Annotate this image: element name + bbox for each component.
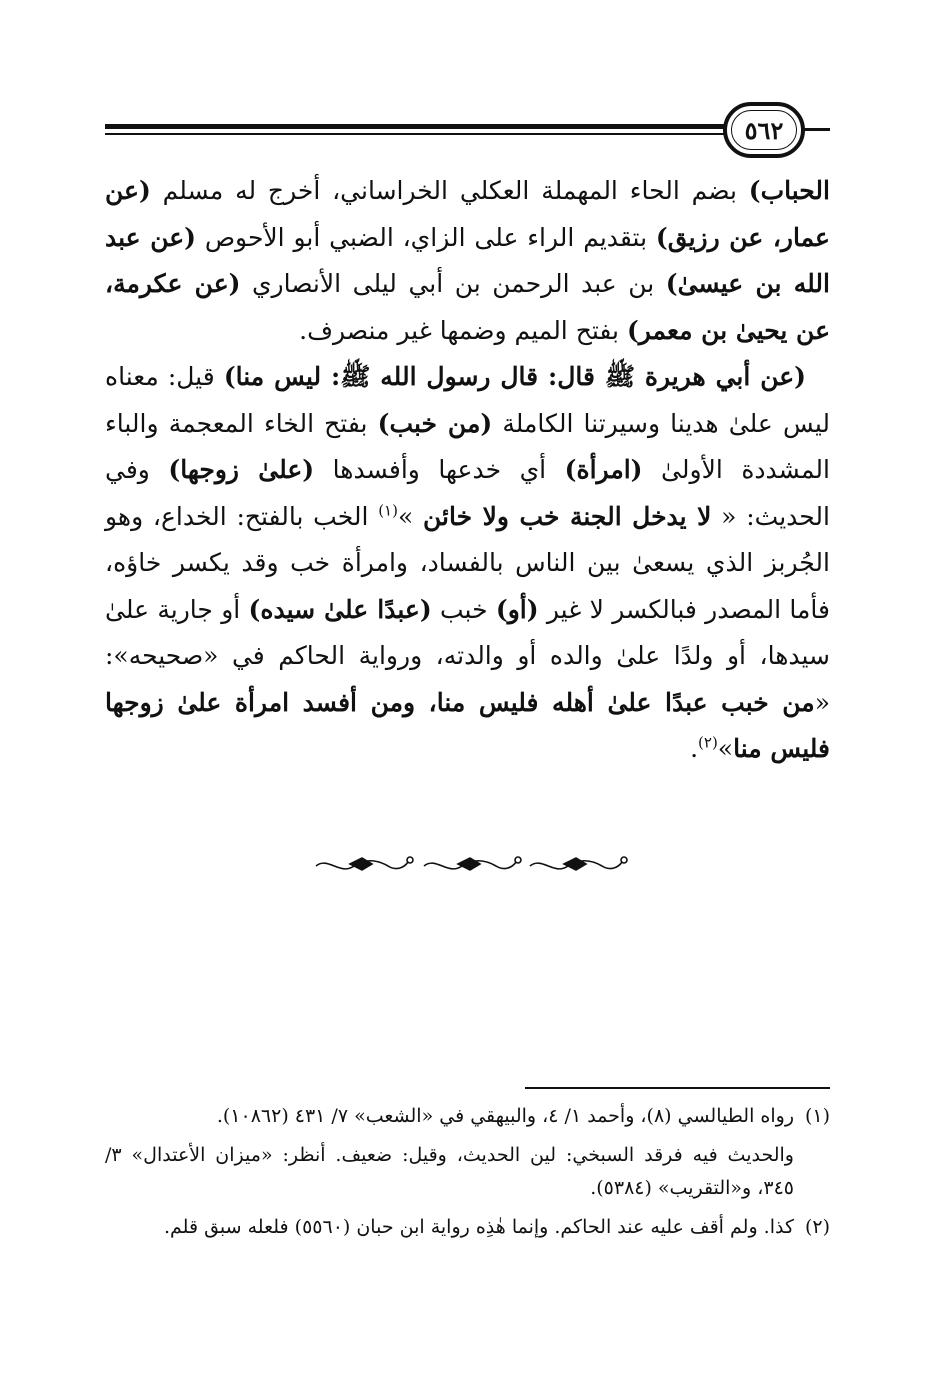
- text-bold: (عن عبد الله بن عيسىٰ): [105, 222, 830, 298]
- paragraph-1: [105, 168, 830, 354]
- text-bold: (عن أبي هريرة ﷺ قال: قال رسول الله ﷺ: ليس منا): [223, 362, 806, 391]
- footnotes: [105, 1100, 830, 1250]
- footnote-separator: [525, 1087, 830, 1089]
- text: أو جارية علىٰ سيدها، أو ولدًا علىٰ والده أو والدته، ورواية الحاكم في «صحيحه»: «: [105, 594, 830, 717]
- text-bold: الحباب): [748, 176, 830, 205]
- text: الخب بالفتح: الخداع، وهو الجُربز الذي يسعىٰ بين الناس بالفساد، وامرأة خب وقد يكسر خاؤه، فأما المصدر فبالكسر لا غير: [105, 501, 830, 624]
- page-number: ٥٦٢: [744, 115, 784, 145]
- text: بفتح الخاء المعجمة والباء المشددة الأولىٰ: [105, 408, 830, 484]
- header-rule-right: [803, 128, 830, 131]
- main-text: [105, 168, 830, 773]
- text: خبب: [431, 594, 496, 624]
- text: بفتح الميم وضمها غير منصرف.: [299, 315, 627, 345]
- text-bold: (عن عمار، عن رزيق): [105, 176, 830, 252]
- text-bold: (عن عكرمة، عن يحيىٰ بن معمر): [105, 269, 830, 345]
- page-number-badge: [723, 102, 805, 158]
- text-bold: (أو): [495, 594, 539, 624]
- text-bold: (عبدًا علىٰ سيده): [248, 594, 432, 624]
- footnote-number: (٢): [804, 1216, 830, 1238]
- text-bold: (من خبب): [377, 408, 493, 438]
- hadith-quote: لا يدخل الجنة خب ولا خائن: [423, 501, 712, 531]
- hadith-quote: من خبب عبدًا علىٰ أهله فليس منا، ومن أفسد امرأة علىٰ زوجها فليس منا: [105, 687, 830, 763]
- text: أي خدعها وأفسدها: [314, 455, 565, 484]
- text: بضم الحاء المهملة العكلي الخراساني، أخرج له مسلم: [150, 176, 749, 205]
- page-header: [105, 100, 830, 160]
- footnote-number: (١): [804, 1105, 830, 1127]
- text-bold: (علىٰ زوجها): [168, 455, 315, 484]
- text: »: [397, 501, 424, 531]
- header-rule-thick: [105, 124, 725, 129]
- text: قيل: معناه ليس علىٰ هدينا وسيرتنا الكاملة: [105, 362, 830, 438]
- paragraph-2: [105, 354, 830, 773]
- text: بتقديم الراء على الزاي، الضبي أبو الأحوص: [195, 222, 656, 252]
- text: .: [690, 734, 699, 763]
- footnote-1: [105, 1100, 830, 1133]
- section-divider-ornament: [310, 848, 630, 878]
- footnote-1-continued: والحديث فيه فرقد السبخي: لين الحديث، وقيل: ضعيف. أنظر: «ميزان الأعتدال» ٣/ ٣٤٥، و«التقريب» (٥٣٨٤).: [105, 1144, 794, 1199]
- ornament-unit: [424, 857, 521, 870]
- ornament-unit: [316, 857, 413, 870]
- footnote-ref-2[interactable]: (٢): [698, 733, 718, 752]
- text: »: [717, 734, 734, 763]
- footnote-ref-1[interactable]: (١): [378, 501, 398, 520]
- text: وفي الحديث: «: [105, 455, 830, 531]
- footnote-2: [105, 1211, 830, 1244]
- text: بن عبد الرحمن بن أبي ليلى الأنصاري: [240, 269, 666, 298]
- text-bold: (امرأة): [564, 455, 643, 484]
- ornament-unit: [530, 857, 627, 870]
- header-rule-thin: [105, 133, 725, 135]
- footnote-text: رواه الطيالسي (٨)، وأحمد ١/ ٤، والبيهقي في «الشعب» ٧/ ٤٣١ (١٠٨٦٢).: [216, 1105, 794, 1127]
- footnote-text: كذا. ولم أقف عليه عند الحاكم. وإنما هٰذِه رواية ابن حبان (٥٥٦٠) فلعله سبق قلم.: [163, 1216, 794, 1238]
